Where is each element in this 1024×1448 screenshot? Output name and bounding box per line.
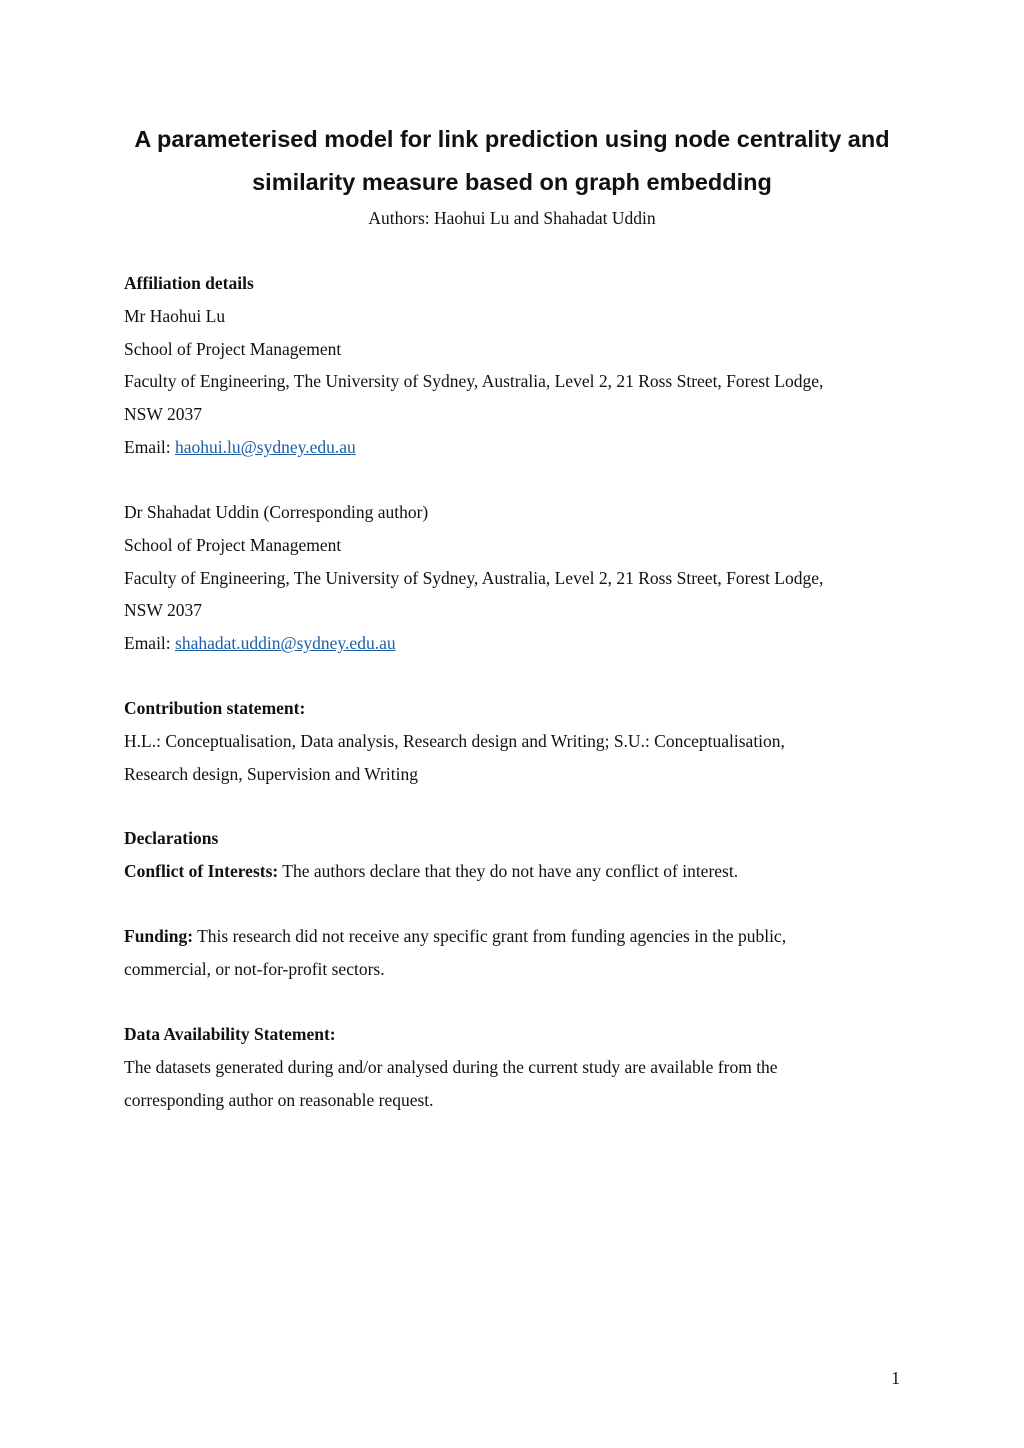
data-availability-line-2: corresponding author on reasonable request. <box>124 1089 434 1110</box>
conflict-line <box>124 855 914 888</box>
funding-section <box>124 920 914 986</box>
conflict-text: The authors declare that they do not have any conflict of interest. <box>278 860 739 881</box>
author1-faculty: Faculty of Engineering, The University of Sydney, Australia, Level 2, 21 Ross Street, Forest Lodge, <box>124 371 824 392</box>
author2-section <box>124 496 914 660</box>
contribution-line-1: H.L.: Conceptualisation, Data analysis, Research design and Writing; S.U.: Conceptualisation, <box>124 730 785 751</box>
author2-faculty: Faculty of Engineering, The University of Sydney, Australia, Level 2, 21 Ross Street, Forest Lodge, <box>124 567 824 588</box>
funding-line-1 <box>124 920 914 953</box>
data-availability-heading: Data Availability Statement: <box>124 1024 336 1044</box>
author2-email-label: Email: <box>124 633 176 654</box>
author1-name: Mr Haohui Lu <box>124 305 226 326</box>
funding-text: This research did not receive any specific grant from funding agencies in the public, <box>193 926 787 946</box>
author2-email-link[interactable]: shahadat.uddin@sydney.edu.au <box>175 633 396 654</box>
paper-title <box>100 118 924 204</box>
author1-email-label: Email: <box>124 436 176 457</box>
page-number: 1 <box>891 1368 900 1388</box>
declarations-heading: Declarations <box>124 828 219 848</box>
author2-email-line <box>124 627 914 660</box>
funding-line-2: commercial, or not-for-profit sectors. <box>124 958 385 979</box>
funding-label: Funding: <box>124 926 194 946</box>
authors-line: Authors: Haohui Lu and Shahadat Uddin <box>368 208 656 228</box>
author1-email-line <box>124 431 914 464</box>
title-line-2: similarity measure based on graph embedding <box>252 169 772 195</box>
conflict-label: Conflict of Interests: <box>124 860 279 881</box>
author1-postcode: NSW 2037 <box>124 404 202 425</box>
title-line-1: A parameterised model for link prediction using node centrality and <box>134 126 890 152</box>
contribution-line-2: Research design, Supervision and Writing <box>124 763 418 784</box>
data-availability-section <box>124 1018 914 1116</box>
affiliation-section <box>124 267 914 464</box>
declarations-section <box>124 822 914 888</box>
contribution-heading: Contribution statement: <box>124 698 306 718</box>
author2-school: School of Project Management <box>124 534 342 555</box>
author2-postcode: NSW 2037 <box>124 600 202 621</box>
contribution-section <box>124 692 914 790</box>
affiliation-heading: Affiliation details <box>124 273 254 293</box>
author1-school: School of Project Management <box>124 338 342 359</box>
data-availability-line-1: The datasets generated during and/or analysed during the current study are available from the <box>124 1056 778 1077</box>
author2-name: Dr Shahadat Uddin (Corresponding author) <box>124 502 429 522</box>
author1-email-link[interactable]: haohui.lu@sydney.edu.au <box>175 436 356 457</box>
